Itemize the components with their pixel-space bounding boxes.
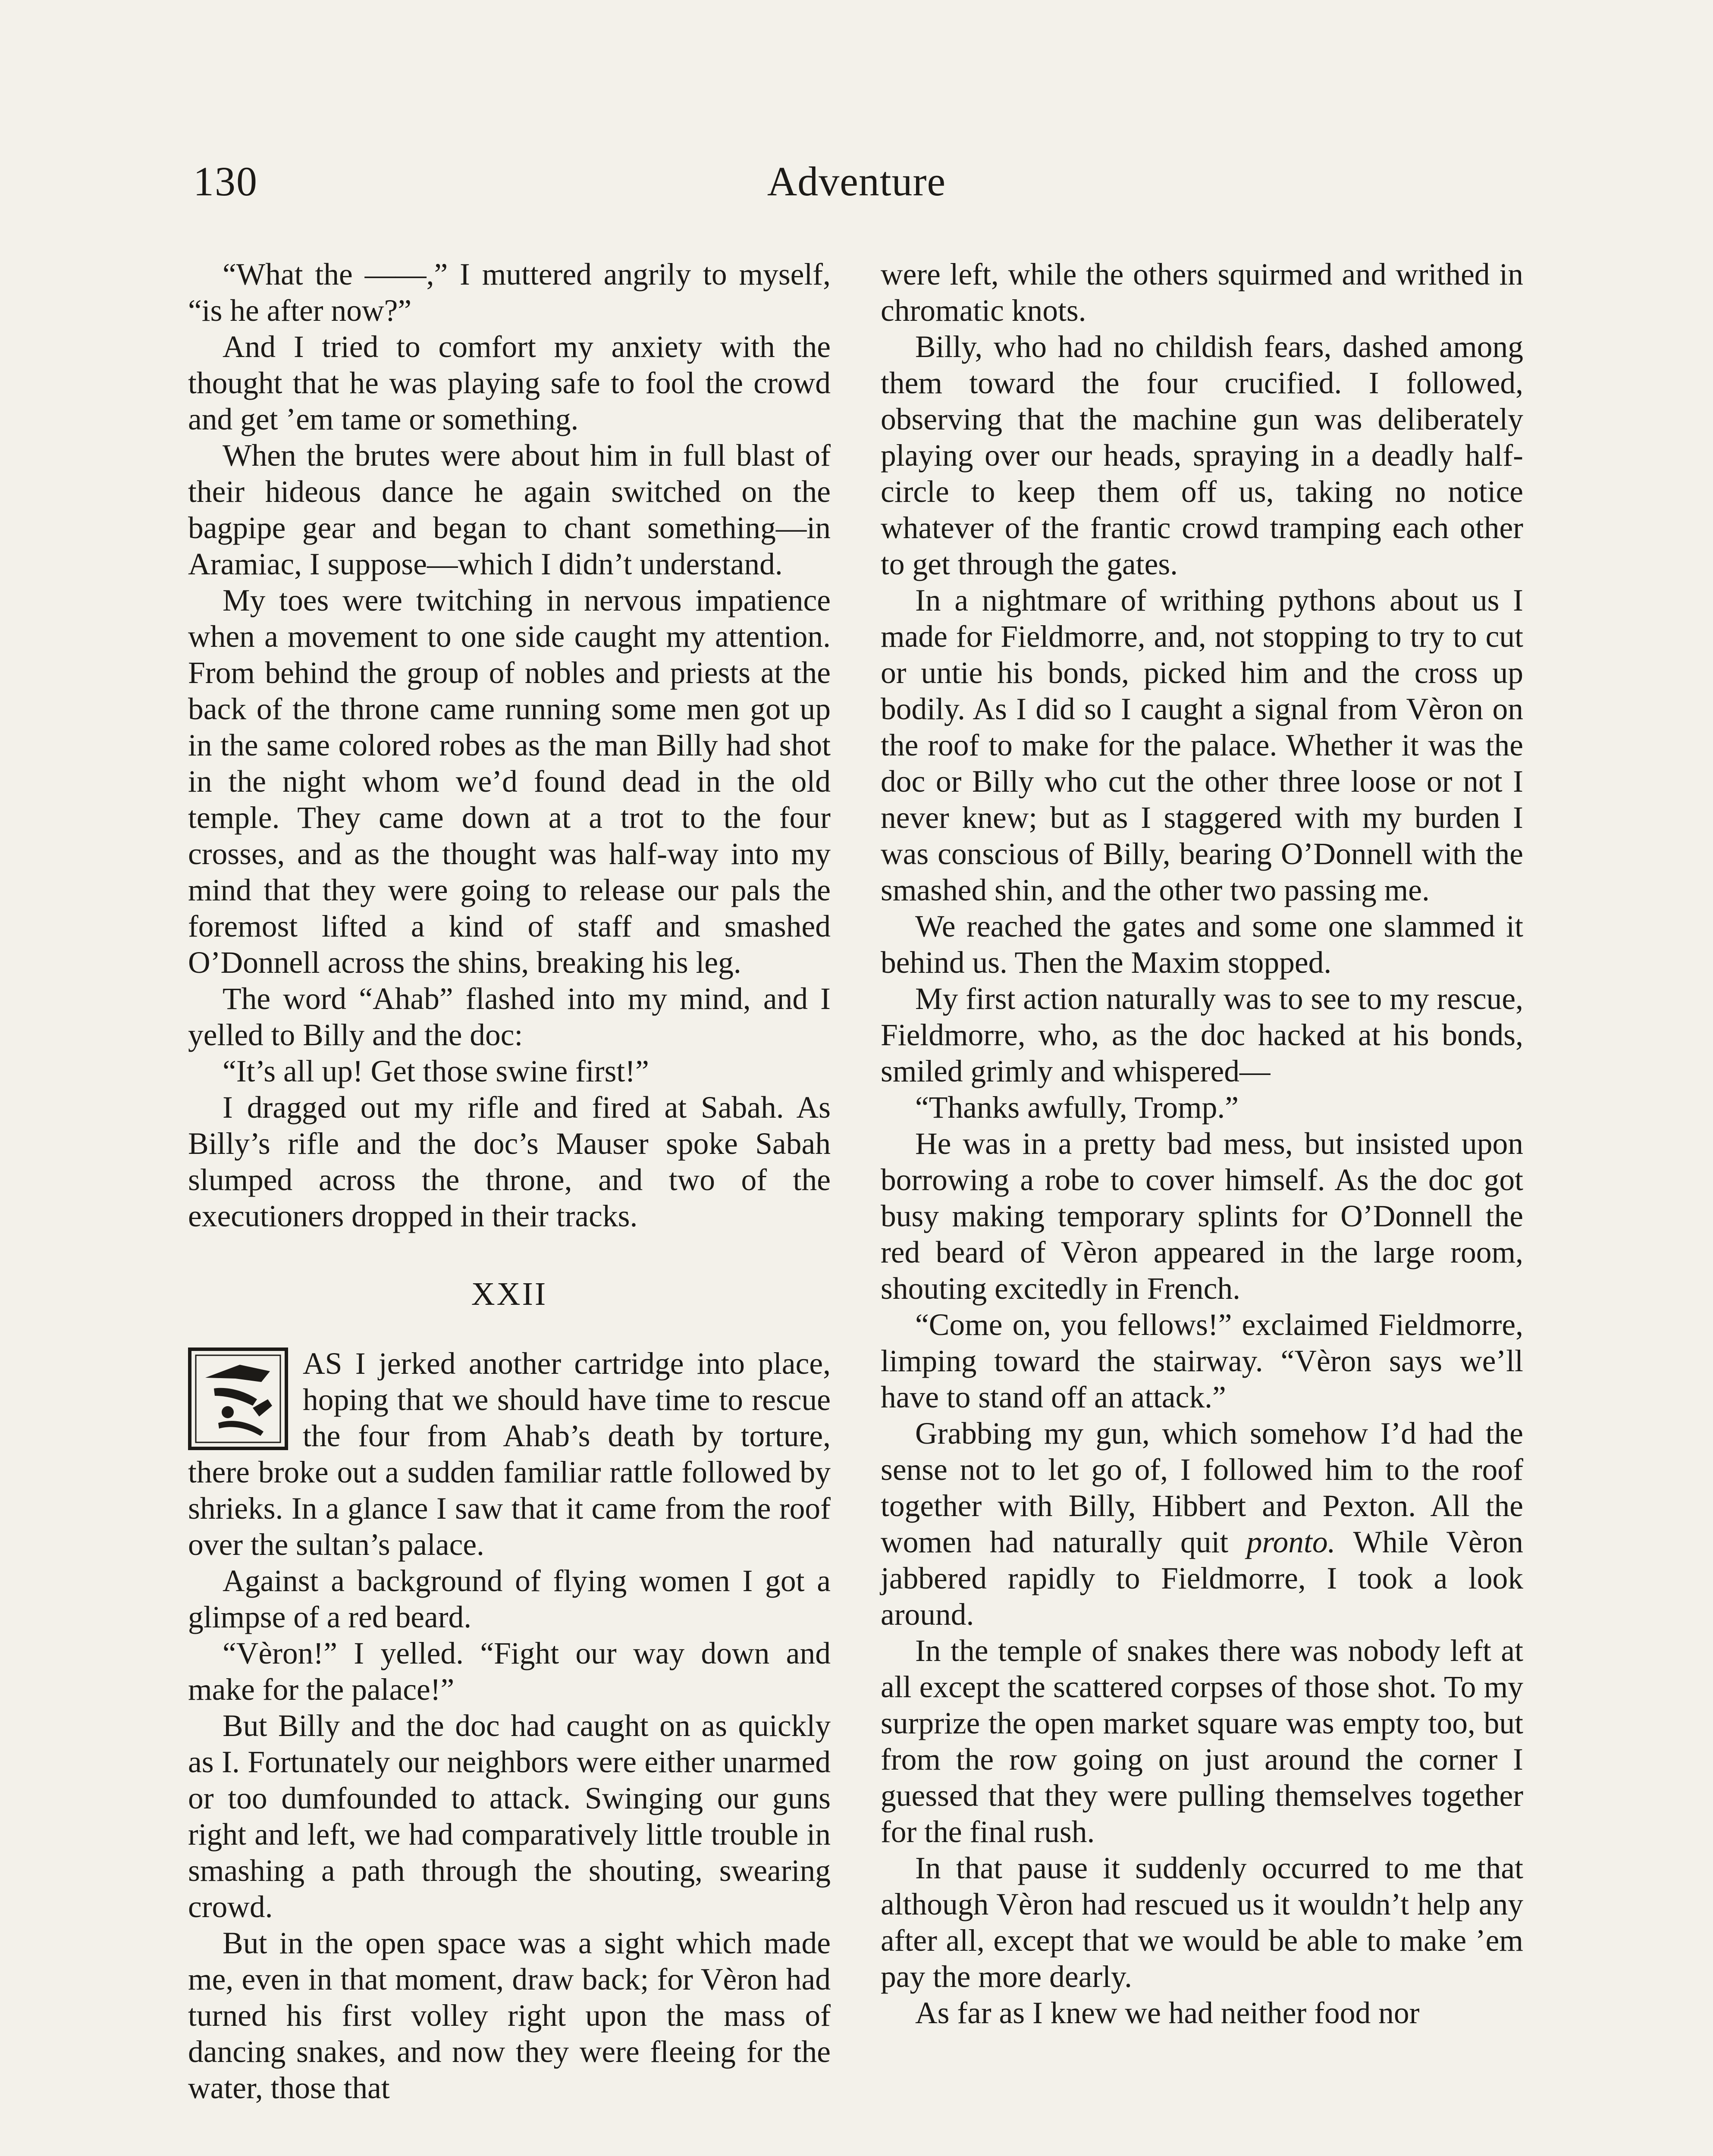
paragraph: And I tried to comfort my anxiety with the thought that he was playing safe to fool the crowd and get ’em tame or something. bbox=[188, 330, 831, 436]
dropcap-paragraph bbox=[188, 1346, 831, 1563]
paragraph: “Come on, you fellows!” exclaimed Fieldmorre, limping toward the stairway. “Vèron says we’ll have to stand off an attack.” bbox=[881, 1308, 1523, 1414]
illustrated-initial-icon bbox=[188, 1348, 288, 1450]
paragraph-continuation: were left, while the others squirmed and writhed in chromatic knots. bbox=[881, 257, 1523, 328]
paragraph: When the brutes were about him in full blast of their hideous dance he again switched on the bagpipe gear and began to chant something—in Aramiac, I suppose—which I didn’t understand. bbox=[188, 439, 831, 581]
paragraph-text: Grabbing my gun, which somehow I’d had the sense not to let go of, I followed him to the roof together with Billy, Hibbert and Pexton. All the women had naturally quit bbox=[881, 1416, 1523, 1559]
page-header bbox=[0, 0, 1713, 276]
paragraph: “Thanks awfully, Tromp.” bbox=[915, 1091, 1239, 1125]
right-column bbox=[881, 257, 1523, 2031]
italic-word: pronto. bbox=[1246, 1525, 1336, 1559]
paragraph: He was in a pretty bad mess, but insisted upon borrowing a robe to cover himself. As the doc got busy making temporary splints for O’Donnell the red beard of Vèron appeared in the large room, shouting excitedly in French. bbox=[881, 1127, 1523, 1306]
paragraph: But Billy and the doc had caught on as quickly as I. Fortunately our neighbors were either unarmed or too dumfounded to attack. Swinging our guns right and left, we had comparatively little trouble in smashing a path through the shouting, swearing crowd. bbox=[188, 1709, 831, 1924]
left-column bbox=[188, 257, 831, 2106]
chapter-heading: XXII bbox=[471, 1276, 548, 1312]
paragraph-text: While Vèron jabbered rapidly to Fieldmorre, I took a look around. bbox=[881, 1525, 1524, 1632]
paragraph: “It’s all up! Get those swine first!” bbox=[223, 1054, 649, 1088]
paragraph: In that pause it suddenly occurred to me that although Vèron had rescued us it wouldn’t help any after all, except that we would be able to make ’em pay the more dearly. bbox=[881, 1851, 1523, 1994]
paragraph: Billy, who had no childish fears, dashed among them toward the four crucified. I followed, observing that the machine gun was deliberately playing over our heads, spraying in a deadly half-circle to keep them off us, taking no notice whatever of the frantic crowd tramping each other to get through the gates. bbox=[881, 330, 1523, 581]
paragraph: My first action naturally was to see to my rescue, Fieldmorre, who, as the doc hacked at his bonds, smiled grimly and whispered— bbox=[881, 982, 1523, 1088]
paragraph: But in the open space was a sight which made me, even in that moment, draw back; for Vèron had turned his first volley right upon the mass of dancing snakes, and now they were fleeing for the water, those that bbox=[188, 1926, 831, 2105]
paragraph: “Vèron!” I yelled. “Fight our way down and make for the palace!” bbox=[188, 1636, 831, 1707]
dropcap-paragraph-text: AS I jerked another cartridge into place, hoping that we should have time to rescue the four from Ahab’s death by torture, there broke out a sudden familiar rattle followed by shrieks. In a glance I saw that it came from the roof over the sultan’s palace. bbox=[188, 1347, 831, 1562]
page-number: 130 bbox=[193, 158, 258, 204]
paragraph: As far as I knew we had neither food nor bbox=[915, 1996, 1420, 2030]
paragraph: I dragged out my rifle and fired at Sabah. As Billy’s rifle and the doc’s Mauser spoke Sabah slumped across the throne, and two of the executioners dropped in their tracks. bbox=[188, 1091, 831, 1233]
paragraph bbox=[881, 1416, 1523, 1633]
paragraph: Against a background of flying women I got a glimpse of a red beard. bbox=[188, 1564, 831, 1634]
running-head: Adventure bbox=[767, 158, 946, 204]
paragraph: We reached the gates and some one slammed it behind us. Then the Maxim stopped. bbox=[881, 909, 1523, 980]
paragraph: My toes were twitching in nervous impatience when a movement to one side caught my attention. From behind the group of nobles and priests at the back of the throne came running some men got up in the same colored robes as the man Billy had shot in the night whom we’d found dead in the old temple. They came down at a trot to the four crosses, and as the thought was half-way into my mind that they were going to release our pals the foremost lifted a kind of staff and smashed O’Donnell across the shins, breaking his leg. bbox=[188, 583, 831, 980]
paragraph: The word “Ahab” flashed into my mind, and I yelled to Billy and the doc: bbox=[188, 982, 831, 1052]
paragraph: In a nightmare of writhing pythons about us I made for Fieldmorre, and, not stopping to try to cut or untie his bonds, picked him and the cross up bodily. As I did so I caught a signal from Vèron on the roof to make for the palace. Whether it was the doc or Billy who cut the other three loose or not I never knew; but as I staggered with my burden I was conscious of Billy, bearing O’Donnell with the smashed shin, and the other two passing me. bbox=[881, 583, 1523, 907]
paragraph: In the temple of snakes there was nobody left at all except the scattered corpses of those shot. To my surprize the open market square was empty too, but from the row going on just around the corner I guessed that they were pulling themselves together for the final rush. bbox=[881, 1634, 1523, 1849]
paragraph: “What the ——,” I muttered angrily to myself, “is he after now?” bbox=[188, 257, 831, 328]
